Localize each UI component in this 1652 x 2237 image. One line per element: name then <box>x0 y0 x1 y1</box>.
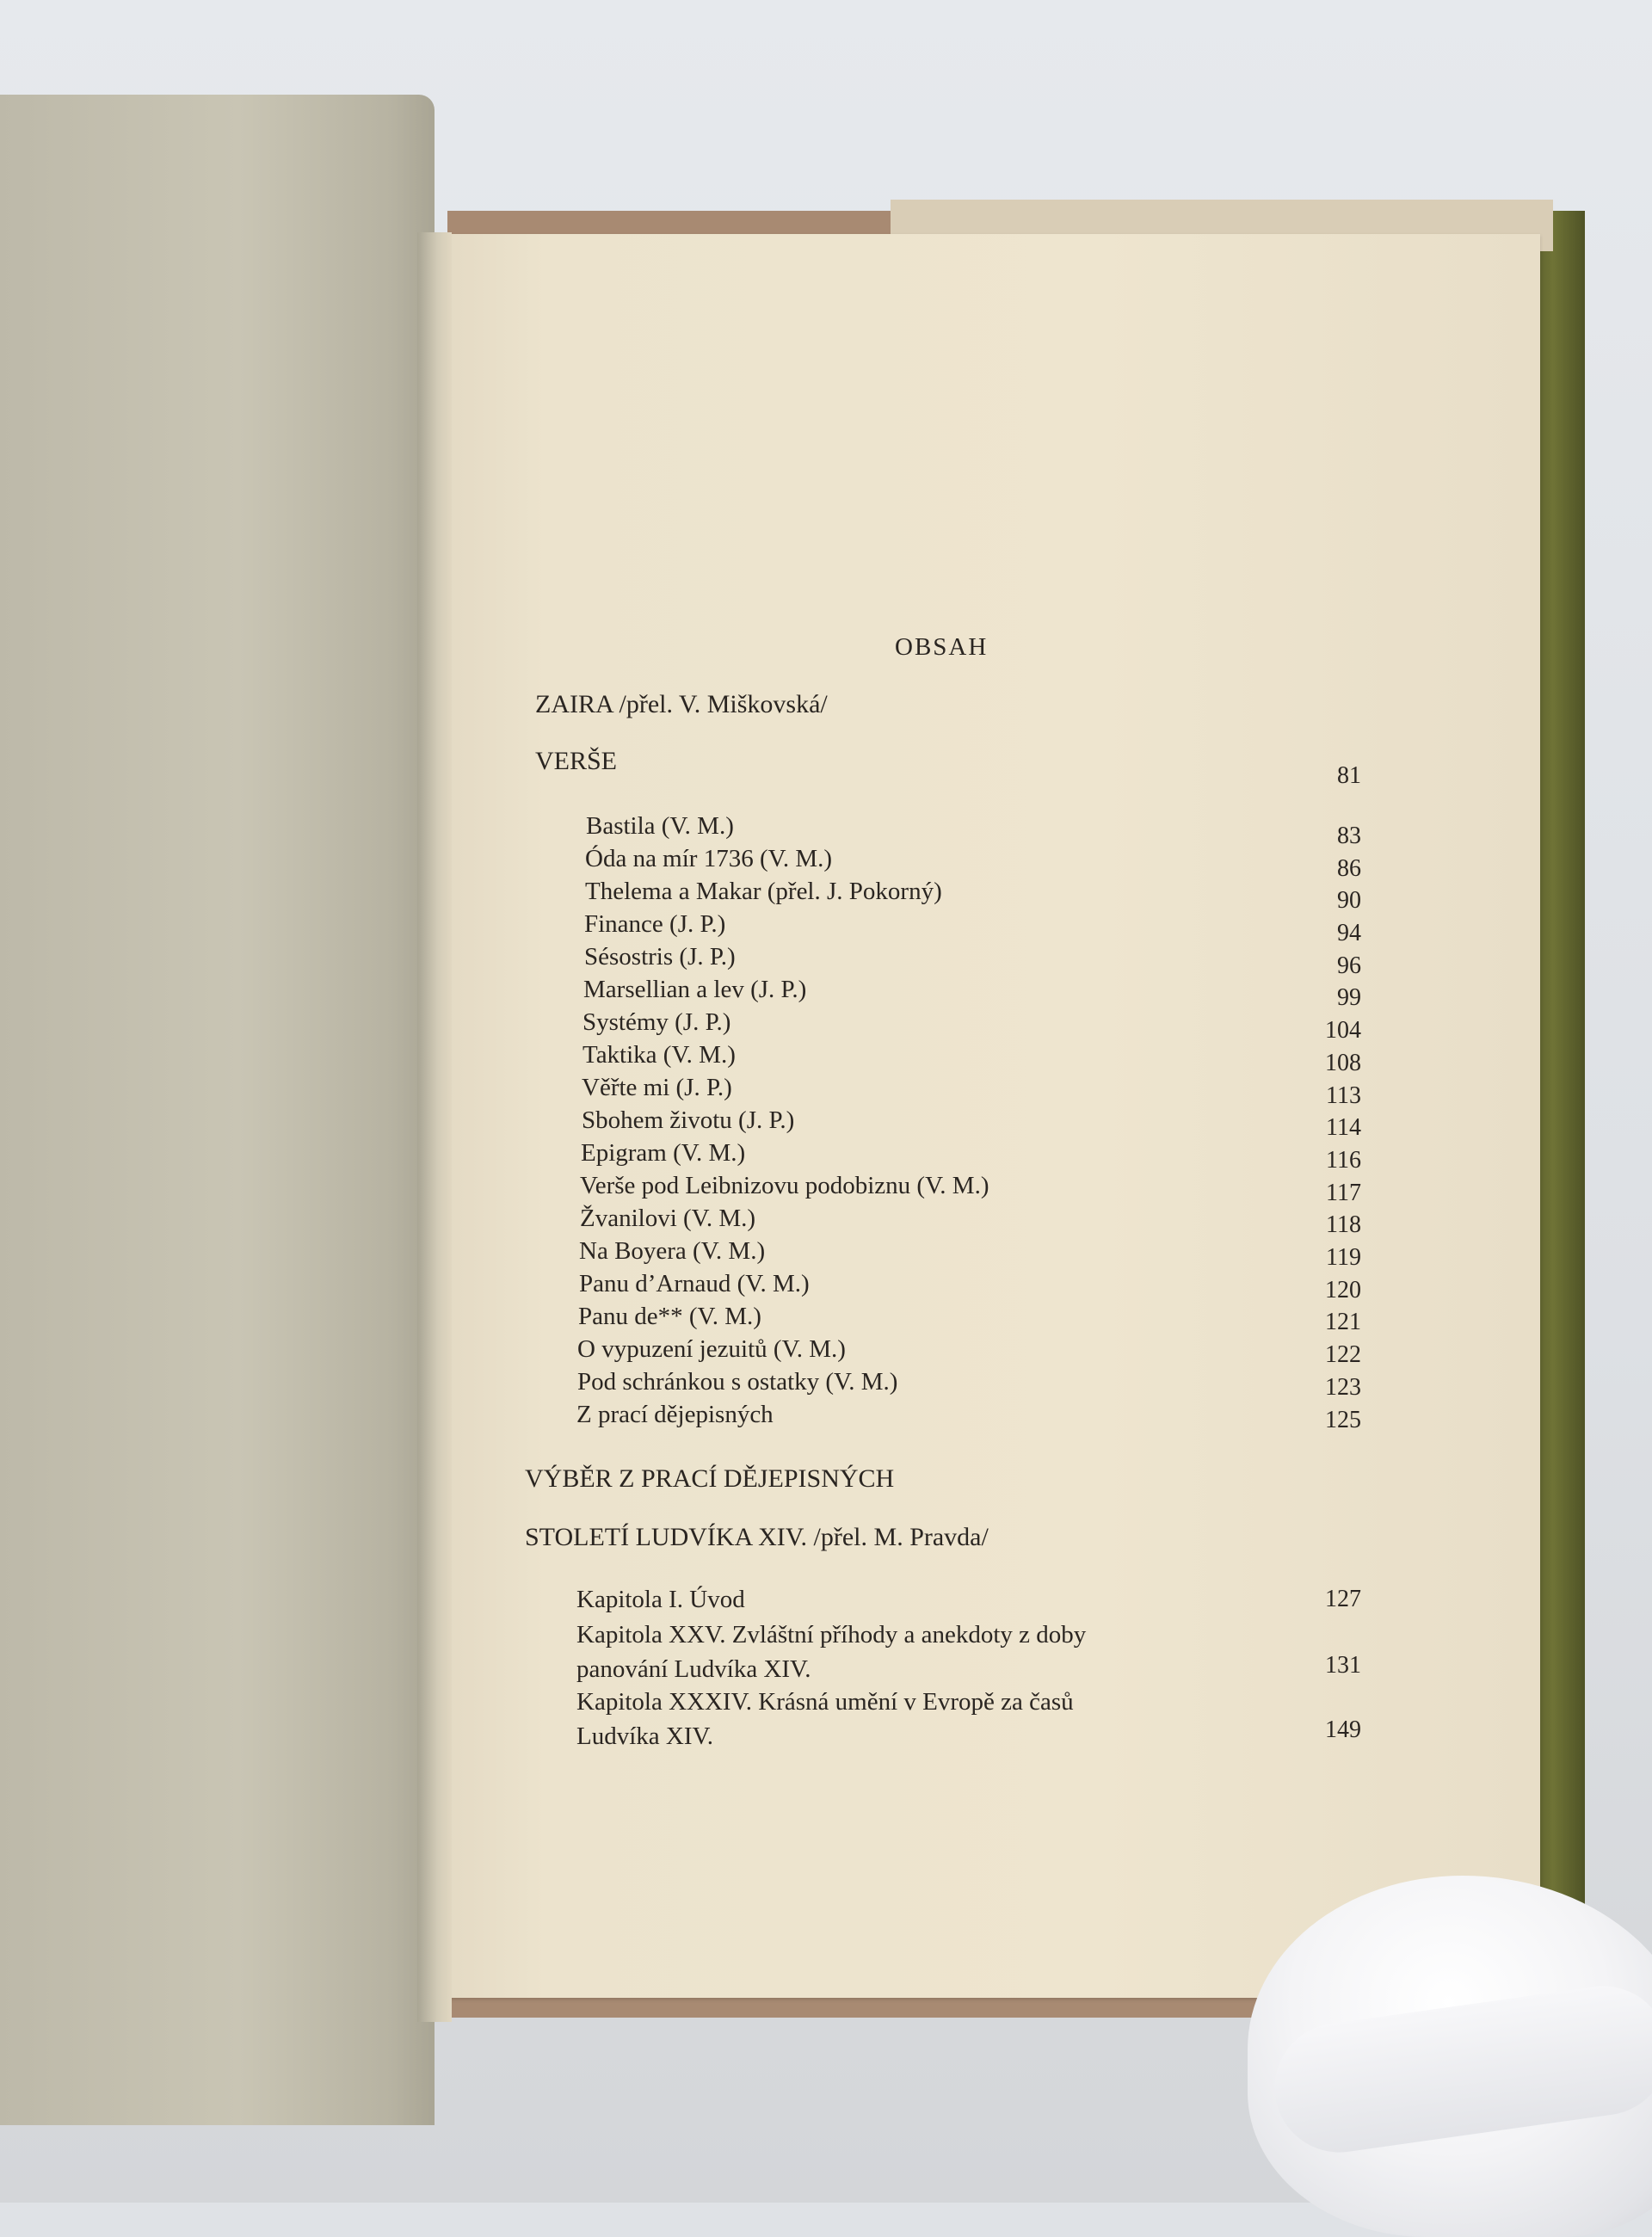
section-verse: VERŠE <box>535 747 618 775</box>
verse-item-page: 99 <box>1337 984 1361 1011</box>
verse-item-page: 108 <box>1325 1050 1361 1076</box>
verse-item-page: 113 <box>1326 1082 1361 1109</box>
verse-item-page: 83 <box>1337 823 1361 849</box>
verse-item-page: 116 <box>1326 1147 1361 1174</box>
section-vyber: VÝBĚR Z PRACÍ DĚJEPISNÝCH <box>525 1464 895 1493</box>
verse-item-title: Thelema a Makar (přel. J. Pokorný) <box>585 878 942 905</box>
verse-item-page: 123 <box>1325 1374 1361 1401</box>
chapter-2-title-line2: panování Ludvíka XIV. <box>576 1655 811 1683</box>
verse-item-title: Z prací dějepisných <box>576 1401 774 1428</box>
verse-item-page: 121 <box>1325 1309 1361 1335</box>
chapter-2-title-line1: Kapitola XXV. Zvláštní příhody a anekdoty z doby <box>576 1621 1087 1648</box>
verse-item-title: Epigram (V. M.) <box>581 1139 746 1167</box>
chapter-3-title-line2: Ludvíka XIV. <box>576 1722 713 1750</box>
verse-item-page: 117 <box>1326 1180 1361 1206</box>
verse-item-title: Systémy (J. P.) <box>583 1008 731 1036</box>
verse-item-title: Věřte mi (J. P.) <box>582 1074 732 1101</box>
section-verse-page: 81 <box>1337 762 1361 789</box>
toc-title: OBSAH <box>895 633 989 661</box>
verse-item-title: Panu d’Arnaud (V. M.) <box>579 1270 810 1297</box>
section-zaira: ZAIRA /přel. V. Miškovská/ <box>535 690 828 718</box>
verse-item-title: Óda na mír 1736 (V. M.) <box>585 845 833 872</box>
verse-item-title: Verše pod Leibnizovu podobiznu (V. M.) <box>580 1172 989 1199</box>
verse-item-page: 120 <box>1325 1277 1361 1303</box>
chapter-1-title: Kapitola I. Úvod <box>576 1586 745 1613</box>
verse-item-title: Panu de** (V. M.) <box>578 1303 761 1330</box>
verse-item-title: Sbohem životu (J. P.) <box>582 1106 795 1134</box>
verse-item-page: 104 <box>1325 1017 1361 1044</box>
chapter-1-page: 127 <box>1325 1586 1361 1612</box>
verse-item-page: 118 <box>1326 1211 1361 1238</box>
chapter-3-page: 149 <box>1325 1716 1361 1743</box>
verse-item-title: Bastila (V. M.) <box>586 812 734 840</box>
verse-item-page: 114 <box>1326 1114 1361 1141</box>
verse-item-title: Sésostris (J. P.) <box>584 943 736 971</box>
chapter-2-page: 131 <box>1325 1652 1361 1679</box>
verse-item-page: 119 <box>1326 1244 1361 1271</box>
verse-item-page: 96 <box>1337 952 1361 979</box>
verse-item-page: 86 <box>1337 855 1361 882</box>
section-stoleti: STOLETÍ LUDVÍKA XIV. /přel. M. Pravda/ <box>525 1523 989 1551</box>
verse-item-page: 122 <box>1325 1341 1361 1368</box>
verse-item-page: 94 <box>1337 920 1361 946</box>
verse-item-title: O vypuzení jezuitů (V. M.) <box>577 1335 846 1363</box>
verse-item-title: Žvanilovi (V. M.) <box>580 1205 756 1232</box>
verse-item-page: 125 <box>1325 1407 1361 1433</box>
chapter-3-title-line1: Kapitola XXXIV. Krásná umění v Evropě za časů <box>576 1688 1074 1716</box>
verse-item-title: Finance (J. P.) <box>584 910 726 938</box>
verse-item-title: Taktika (V. M.) <box>583 1041 736 1069</box>
verse-item-title: Na Boyera (V. M.) <box>579 1237 766 1265</box>
verse-item-title: Marsellian a lev (J. P.) <box>583 976 807 1003</box>
verse-item-title: Pod schránkou s ostatky (V. M.) <box>577 1368 898 1396</box>
verse-item-page: 90 <box>1337 887 1361 914</box>
